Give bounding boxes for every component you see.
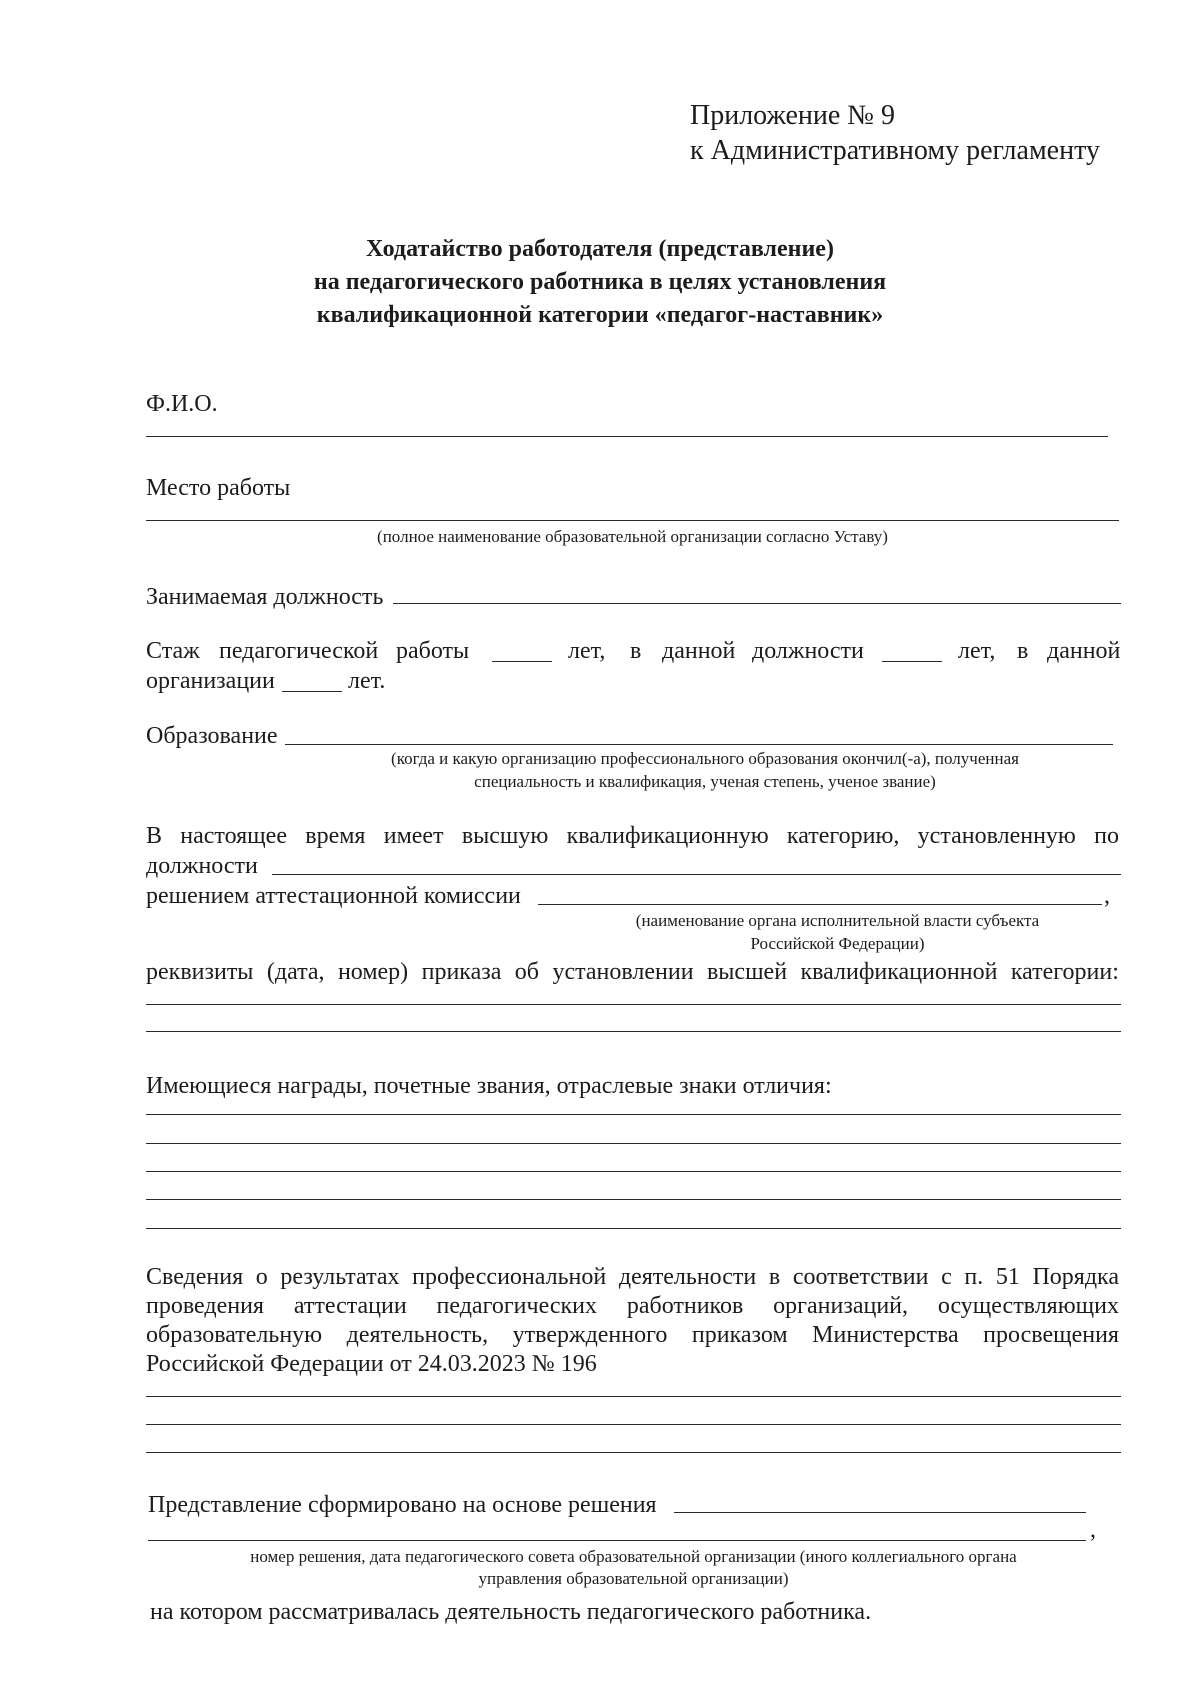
awards-label: Имеющиеся награды, почетные звания, отраслевые знаки отличия: bbox=[146, 1073, 832, 1099]
education-hint-line1: (когда и какую организацию профессионального образования окончил(-а), полученная bbox=[391, 749, 1019, 768]
decision-field-line2[interactable] bbox=[148, 1540, 1086, 1541]
word: организаций, bbox=[773, 1293, 909, 1319]
word: настоящее bbox=[180, 823, 287, 849]
commission-comma: , bbox=[1104, 883, 1110, 909]
word: результатах bbox=[280, 1264, 400, 1290]
word: квалификационную bbox=[566, 823, 769, 849]
results-field-line3[interactable] bbox=[146, 1452, 1121, 1453]
experience-word-years1: лет, bbox=[568, 638, 606, 664]
experience-word-given1: данной bbox=[662, 638, 736, 664]
education-hint-line2: специальность и квалификация, ученая степень, ученое звание) bbox=[474, 772, 936, 791]
workplace-label: Место работы bbox=[146, 475, 291, 501]
word: по bbox=[1094, 823, 1119, 849]
decision-hint-line2: управления образовательной организации) bbox=[478, 1569, 789, 1588]
experience-word-given2: данной bbox=[1047, 638, 1121, 664]
decision-final-text: на котором рассматривалась деятельность педагогического работника. bbox=[150, 1599, 872, 1625]
word: утвержденного bbox=[512, 1322, 668, 1348]
word: о bbox=[255, 1264, 268, 1290]
word: время bbox=[305, 823, 366, 849]
experience-organization-field[interactable] bbox=[282, 691, 342, 692]
word: Министерства bbox=[812, 1322, 959, 1348]
decision-comma: , bbox=[1090, 1517, 1096, 1543]
results-text-line2 bbox=[146, 1292, 1119, 1320]
word: соответствии bbox=[792, 1264, 929, 1290]
commission-hint-line2: Российской Федерации) bbox=[750, 934, 925, 953]
education-label: Образование bbox=[146, 723, 278, 749]
word: осуществляющих bbox=[937, 1293, 1119, 1319]
decision-field-line1[interactable] bbox=[674, 1512, 1086, 1513]
experience-total-field[interactable] bbox=[492, 661, 552, 662]
results-text-line1 bbox=[146, 1263, 1119, 1291]
fio-field[interactable] bbox=[146, 436, 1108, 437]
word: Порядка bbox=[1032, 1264, 1119, 1290]
word: просвещения bbox=[983, 1322, 1119, 1348]
document-title-line3: квалификационной категории «педагог-наставник» bbox=[316, 302, 884, 328]
word: деятельности bbox=[618, 1264, 757, 1290]
category-position-field[interactable] bbox=[272, 874, 1121, 875]
word: приказа bbox=[421, 959, 502, 985]
commission-label: решением аттестационной комиссии bbox=[146, 883, 521, 909]
experience-position-field[interactable] bbox=[882, 661, 942, 662]
experience-organization-suffix: лет. bbox=[348, 668, 386, 694]
word: установлении bbox=[552, 959, 694, 985]
experience-word-stazh: Стаж bbox=[146, 638, 200, 664]
awards-field-line4[interactable] bbox=[146, 1199, 1121, 1200]
order-details-sentence bbox=[146, 958, 1119, 986]
word: с bbox=[941, 1264, 952, 1290]
commission-hint-line1: (наименование органа исполнительной власти субъекта bbox=[635, 911, 1040, 930]
word: высшую bbox=[461, 823, 549, 849]
word: приказом bbox=[691, 1322, 788, 1348]
word: категорию, bbox=[786, 823, 900, 849]
awards-field-line2[interactable] bbox=[146, 1143, 1121, 1144]
results-field-line2[interactable] bbox=[146, 1424, 1121, 1425]
experience-word-years2: лет, bbox=[958, 638, 996, 664]
word: установленную bbox=[917, 823, 1076, 849]
word: В bbox=[146, 823, 163, 849]
results-text-line4: Российской Федерации от 24.03.2023 № 196 bbox=[146, 1351, 597, 1377]
word: 51 bbox=[995, 1264, 1020, 1290]
experience-word-in2: в bbox=[1017, 638, 1029, 664]
word: работников bbox=[626, 1293, 744, 1319]
word: категории: bbox=[1010, 959, 1119, 985]
awards-field-line3[interactable] bbox=[146, 1171, 1121, 1172]
decision-hint-line1: номер решения, дата педагогического совета образовательной организации (иного коллегиального органа bbox=[250, 1547, 1017, 1566]
order-details-field-line2[interactable] bbox=[146, 1031, 1121, 1032]
word: высшей bbox=[706, 959, 788, 985]
experience-word-in1: в bbox=[630, 638, 642, 664]
experience-word-work: работы bbox=[396, 638, 470, 664]
word: квалификационной bbox=[800, 959, 998, 985]
workplace-field[interactable] bbox=[146, 520, 1119, 521]
word: педагогических bbox=[436, 1293, 597, 1319]
document-title-line2: на педагогического работника в целях установления bbox=[313, 269, 887, 295]
position-label: Занимаемая должность bbox=[146, 584, 384, 610]
word: аттестации bbox=[293, 1293, 407, 1319]
word: п. bbox=[964, 1264, 984, 1290]
word: образовательную bbox=[146, 1322, 323, 1348]
document-title-line1: Ходатайство работодателя (представление) bbox=[366, 236, 834, 262]
fio-label: Ф.И.О. bbox=[146, 391, 218, 417]
appendix-regulation: к Административному регламенту bbox=[690, 135, 1100, 166]
order-details-field-line1[interactable] bbox=[146, 1004, 1121, 1005]
commission-field[interactable] bbox=[538, 904, 1102, 905]
workplace-hint: (полное наименование образовательной организации согласно Уставу) bbox=[377, 527, 888, 546]
awards-field-line5[interactable] bbox=[146, 1228, 1121, 1229]
word: проведения bbox=[146, 1293, 264, 1319]
word: (дата, bbox=[266, 959, 325, 985]
experience-word-pedagogical: педагогической bbox=[219, 638, 379, 664]
education-field[interactable] bbox=[285, 744, 1113, 745]
word: имеет bbox=[383, 823, 444, 849]
word: деятельность, bbox=[346, 1322, 489, 1348]
experience-word-position: должности bbox=[752, 638, 864, 664]
word: реквизиты bbox=[146, 959, 254, 985]
results-field-line1[interactable] bbox=[146, 1396, 1121, 1397]
awards-field-line1[interactable] bbox=[146, 1114, 1121, 1115]
position-field[interactable] bbox=[393, 603, 1121, 604]
results-text-line3 bbox=[146, 1321, 1119, 1349]
experience-organization-label: организации bbox=[146, 668, 275, 694]
word: номер) bbox=[337, 959, 409, 985]
appendix-number: Приложение № 9 bbox=[690, 100, 895, 131]
category-position-label: должности bbox=[146, 853, 258, 879]
category-sentence bbox=[146, 822, 1119, 850]
word: Сведения bbox=[146, 1264, 244, 1290]
word: профессиональной bbox=[412, 1264, 607, 1290]
decision-label: Представление сформировано на основе решения bbox=[148, 1492, 657, 1518]
word: об bbox=[514, 959, 540, 985]
word: в bbox=[768, 1264, 781, 1290]
